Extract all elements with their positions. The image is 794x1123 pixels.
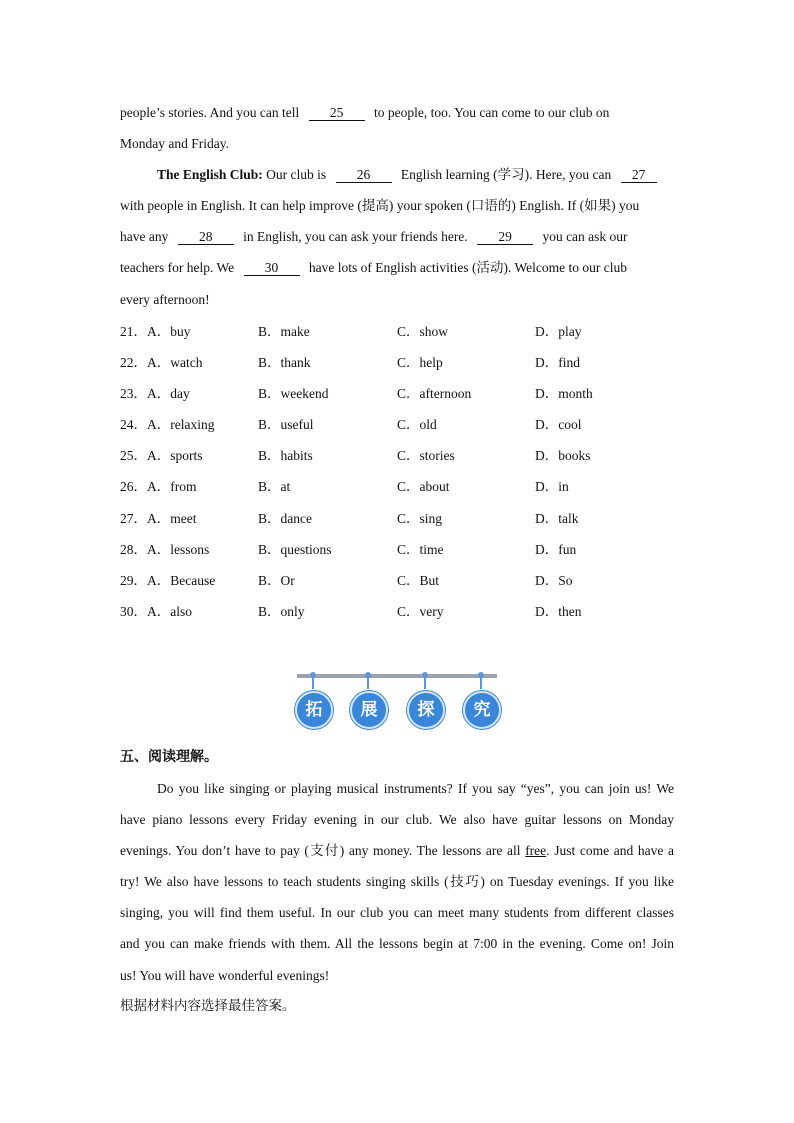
question-row [120, 316, 680, 347]
question-row [120, 596, 680, 627]
extension-banner [295, 672, 499, 732]
blank-29: 29 [477, 230, 533, 245]
question-option-d: D．books [535, 448, 591, 464]
question-row [120, 503, 680, 534]
passage-text: English learning (学习). Here, you can [400, 167, 612, 183]
reading-line: singing, you will find them useful. In our club you can meet many students from different classes [120, 905, 674, 921]
banner-char-4: 究 [463, 691, 501, 729]
banner-char-1: 拓 [295, 691, 333, 729]
banner-char-2: 展 [350, 691, 388, 729]
banner-stem [367, 677, 369, 689]
question-option-c: C．stories [397, 448, 455, 464]
question-option-d: D．cool [535, 417, 582, 433]
question-option-b: B．thank [258, 355, 311, 371]
question-row [120, 440, 680, 471]
reading-line: evenings. You don’t have to pay (支付) any money. The lessons are all free. Just come and have a [120, 843, 674, 859]
question-option-b: B．dance [258, 510, 312, 526]
question-option-d: D．then [535, 603, 582, 619]
question-option-b: B．at [258, 479, 291, 495]
question-option-c: C．time [397, 541, 444, 557]
banner-bar [297, 674, 497, 678]
blank-25: 25 [309, 106, 365, 121]
passage-line: with people in English. It can help improve (提高) your spoken (口语的) English. If (如果) you [120, 198, 640, 214]
reading-passage [120, 773, 674, 991]
question-option-a: 27．A．meet [120, 510, 197, 526]
question-option-b: B．only [258, 603, 305, 619]
reading-line: try! We also have lessons to teach students singing skills (技巧) on Tuesday evenings. If you like [120, 874, 674, 890]
passage-line [120, 221, 674, 252]
question-row [120, 565, 680, 596]
passage-text: have any [120, 229, 169, 245]
passage-line [120, 159, 674, 190]
question-option-d: D．talk [535, 510, 579, 526]
instruction-text: 根据材料内容选择最佳答案。 [120, 998, 296, 1014]
question-option-a: 25．A．sports [120, 448, 203, 464]
question-option-d: D．month [535, 386, 593, 402]
question-option-a: 26．A．from [120, 479, 197, 495]
passage-text: teachers for help. We [120, 260, 235, 276]
question-option-b: B．useful [258, 417, 314, 433]
question-option-d: D．fun [535, 541, 577, 557]
banner-stem [480, 677, 482, 689]
passage-line: every afternoon! [120, 291, 210, 307]
reading-line: us! You will have wonderful evenings! [120, 967, 330, 983]
reading-line: and you can make friends with them. All the lessons begin at 7:00 in the evening. Come on! Join [120, 936, 674, 952]
question-option-d: D．So [535, 572, 573, 588]
question-option-c: C．about [397, 479, 450, 495]
section-title: 五、阅读理解。 [120, 749, 218, 765]
passage-text: in English, you can ask your friends here. [243, 229, 468, 245]
passage-line [120, 97, 674, 128]
blank-28: 28 [178, 230, 234, 245]
question-option-a: 23．A．day [120, 386, 190, 402]
blank-26: 26 [336, 168, 392, 183]
question-option-a: 22．A．watch [120, 355, 203, 371]
question-option-c: C．But [397, 572, 440, 588]
question-option-a: 24．A．relaxing [120, 417, 215, 433]
passage-line [120, 252, 674, 283]
passage-text: you can ask our [542, 229, 628, 245]
question-option-a: 29．A．Because [120, 572, 216, 588]
question-option-d: D．in [535, 479, 569, 495]
question-option-c: C．afternoon [397, 386, 472, 402]
answer-options [120, 316, 680, 627]
question-option-d: D．find [535, 355, 580, 371]
question-option-a: 28．A．lessons [120, 541, 210, 557]
cloze-passage [120, 97, 674, 315]
question-option-a: 21．A．buy [120, 324, 191, 339]
club-name: The English Club: [157, 167, 263, 183]
question-option-b: B．make [258, 324, 310, 339]
question-row [120, 347, 680, 378]
passage-text: people’s stories. And you can tell [120, 105, 300, 120]
passage-text: Our club is [266, 167, 327, 183]
passage-line: Monday and Friday. [120, 136, 229, 152]
question-option-c: C．show [397, 324, 449, 339]
question-option-b: B．Or [258, 572, 295, 588]
question-option-c: C．old [397, 417, 437, 433]
question-row [120, 378, 680, 409]
blank-30: 30 [244, 261, 300, 276]
question-option-d: D．play [535, 324, 582, 339]
question-option-c: C．very [397, 603, 444, 619]
banner-char-3: 探 [407, 691, 445, 729]
question-row [120, 471, 680, 502]
question-option-c: C．help [397, 355, 443, 371]
question-row [120, 534, 680, 565]
question-option-b: B．questions [258, 541, 332, 557]
reading-line: have piano lessons every Friday evening in our club. We also have guitar lessons on Monday [120, 812, 674, 828]
reading-line: Do you like singing or playing musical instruments? If you say “yes”, you can join us! We [157, 781, 674, 796]
question-option-b: B．weekend [258, 386, 329, 402]
passage-text: have lots of English activities (活动). Welcome to our club [308, 260, 627, 276]
passage-text: to people, too. You can come to our club on [373, 105, 610, 120]
blank-27: 27 [621, 168, 657, 183]
question-option-b: B．habits [258, 448, 313, 464]
free-word: free [525, 843, 547, 859]
question-option-c: C．sing [397, 510, 443, 526]
banner-stem [312, 677, 314, 689]
question-option-a: 30．A．also [120, 603, 192, 619]
banner-stem [424, 677, 426, 689]
question-row [120, 409, 680, 440]
